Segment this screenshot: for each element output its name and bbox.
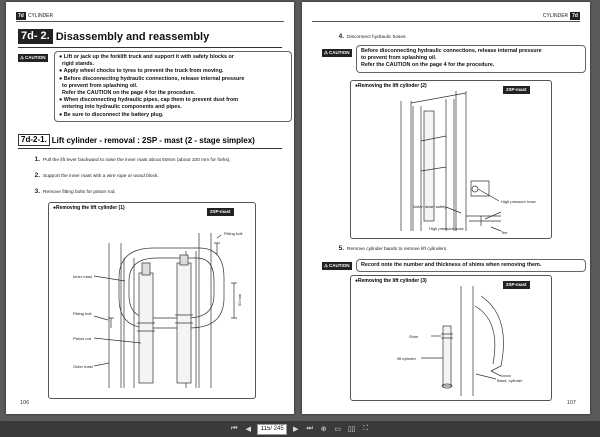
caution-line: to prevent from splashing oil.: [361, 55, 437, 62]
label-fitting-bolt: Fitting bolt: [73, 311, 92, 316]
chapter-name: CYLINDER: [27, 12, 54, 19]
viewer-toolbar: [0, 421, 600, 437]
subsection-title: [18, 134, 255, 146]
caution-line: ● Before disconnecting hydraulic connections, release internal pressure: [59, 75, 245, 82]
label-fitting-bolt-top: Fitting bolt: [224, 231, 243, 236]
warning-icon: ⚠: [20, 55, 25, 60]
caution-label: CAUTION: [25, 55, 46, 60]
two-page-icon[interactable]: ▯▯: [347, 426, 356, 433]
prev-page-icon[interactable]: ◀: [245, 426, 251, 433]
figure-lift-cylinder-1: [48, 202, 256, 399]
warning-icon: ⚠: [324, 50, 329, 55]
step-3: 3. Remove fitting bolts for piston rod.: [34, 188, 116, 195]
caution-line: entering into hydraulic components and pipes.: [62, 104, 182, 111]
caution-badge: [322, 262, 352, 270]
caution-line: ● When disconnecting hydraulic pipes, cap them to prevent dust from: [59, 97, 239, 104]
caution-line: ● Lift or jack up the forklift truck and support it with safety blocks or: [59, 54, 234, 60]
zoom-icon[interactable]: ⊕: [320, 426, 327, 433]
page-header: [16, 11, 53, 20]
step-4: 4. Disconnect hydraulic hoses.: [338, 33, 407, 40]
section-title: [18, 29, 209, 44]
step-1: 1. Pull the lift lever backward to raise the inner mast about 50mm (about 100 mm for forks).: [34, 156, 231, 163]
label-piston-rod: Piston rod: [73, 336, 92, 341]
last-page-icon[interactable]: ⏭: [306, 425, 313, 432]
figure-illustration: [351, 81, 551, 238]
chapter-tag: 7d: [18, 12, 24, 19]
label-tee: Tee: [501, 230, 508, 235]
caution-box: [54, 51, 292, 122]
header-divider: [312, 21, 580, 22]
caution-line: ● Be sure to disconnect the battery plug.: [59, 111, 164, 118]
section-heading: Disassembly and reassembly: [55, 30, 210, 43]
figure-illustration: [351, 276, 551, 400]
caution-line: ● Apply wheel chocks to tyres to prevent the truck from moving.: [59, 68, 224, 75]
label-high-pressure-hose: High pressure hose: [501, 199, 536, 204]
figure-title: ●Removing the lift cylinder (3): [355, 278, 427, 284]
page-header: [543, 11, 580, 20]
label-outer-mast: Outer mast: [73, 364, 93, 369]
figure-badge: 2SP-mast: [503, 281, 530, 289]
figure-title: ●Removing the lift cylinder (1): [53, 205, 125, 211]
caution-badge: [18, 54, 48, 62]
figure-lift-cylinder-2: [350, 80, 552, 239]
page-number: 106: [20, 400, 30, 406]
step-2: 2. Support the inner mast with a wire rope or wood block.: [34, 172, 159, 179]
caution-line: to prevent from splashing oil.: [62, 82, 138, 89]
figure-badge: 2SP-mast: [207, 208, 234, 216]
caution-box: [356, 45, 586, 73]
label-band-cylinder: Band, cylinder: [497, 378, 523, 383]
caution-line: rigid stands.: [62, 61, 95, 68]
label-inner-mast: Inner mast: [73, 274, 92, 279]
page-indicator: [257, 424, 286, 435]
figure-title: ●Removing the lift cylinder (2): [355, 83, 427, 89]
label-lift-cylinder: lift cylinder: [397, 356, 416, 361]
chapter-name: CYLINDER: [542, 12, 569, 19]
fullscreen-icon[interactable]: ⛶: [363, 425, 369, 432]
first-page-icon[interactable]: ⏮: [231, 425, 238, 432]
section-divider: [18, 47, 282, 48]
step-5: 5. Remove cylinder bands to remove lift cylinders.: [338, 245, 448, 252]
section-number: 7d- 2.: [18, 29, 53, 44]
label-dimension: 50 mm: [237, 293, 242, 306]
caution-badge: [322, 49, 352, 57]
subsection-heading: Lift cylinder - removal : 2SP - mast (2 - stage simplex): [51, 135, 255, 145]
page-input[interactable]: [260, 426, 270, 433]
caution-line: Record note the number and thickness of shims when removing them.: [361, 262, 542, 268]
caution-label: CAUTION: [329, 50, 350, 55]
subsection-number: 7d-2-1.: [18, 134, 50, 146]
subsection-divider: [18, 148, 282, 149]
right-page: [302, 2, 590, 414]
warning-icon: ⚠: [324, 263, 329, 268]
figure-lift-cylinder-3: [350, 275, 552, 401]
label-high-pressure-hose-2: High pressure hose: [429, 226, 464, 231]
figure-badge: 2SP-mast: [503, 86, 530, 94]
total-pages: / 245: [270, 426, 284, 432]
caution-box: [356, 259, 586, 272]
chapter-tag: 7d: [572, 12, 578, 19]
caution-line: Before disconnecting hydraulic connections, release internal pressure: [361, 48, 542, 54]
figure-illustration: [49, 203, 255, 398]
left-page: [6, 2, 294, 414]
caution-line: Refer the CAUTION on the page 4 for the procedure.: [361, 62, 495, 69]
label-shim: Shim: [409, 334, 419, 339]
next-page-icon[interactable]: ▶: [292, 426, 299, 433]
caution-label: CAUTION: [329, 263, 350, 268]
page-number: 107: [566, 400, 576, 406]
label-valve-down-safety: Valve, down safety: [413, 204, 447, 209]
fit-page-icon[interactable]: ▭: [334, 426, 341, 433]
caution-line: Refer the CAUTION on the page 4 for the procedure.: [62, 90, 196, 97]
header-divider: [16, 21, 284, 22]
